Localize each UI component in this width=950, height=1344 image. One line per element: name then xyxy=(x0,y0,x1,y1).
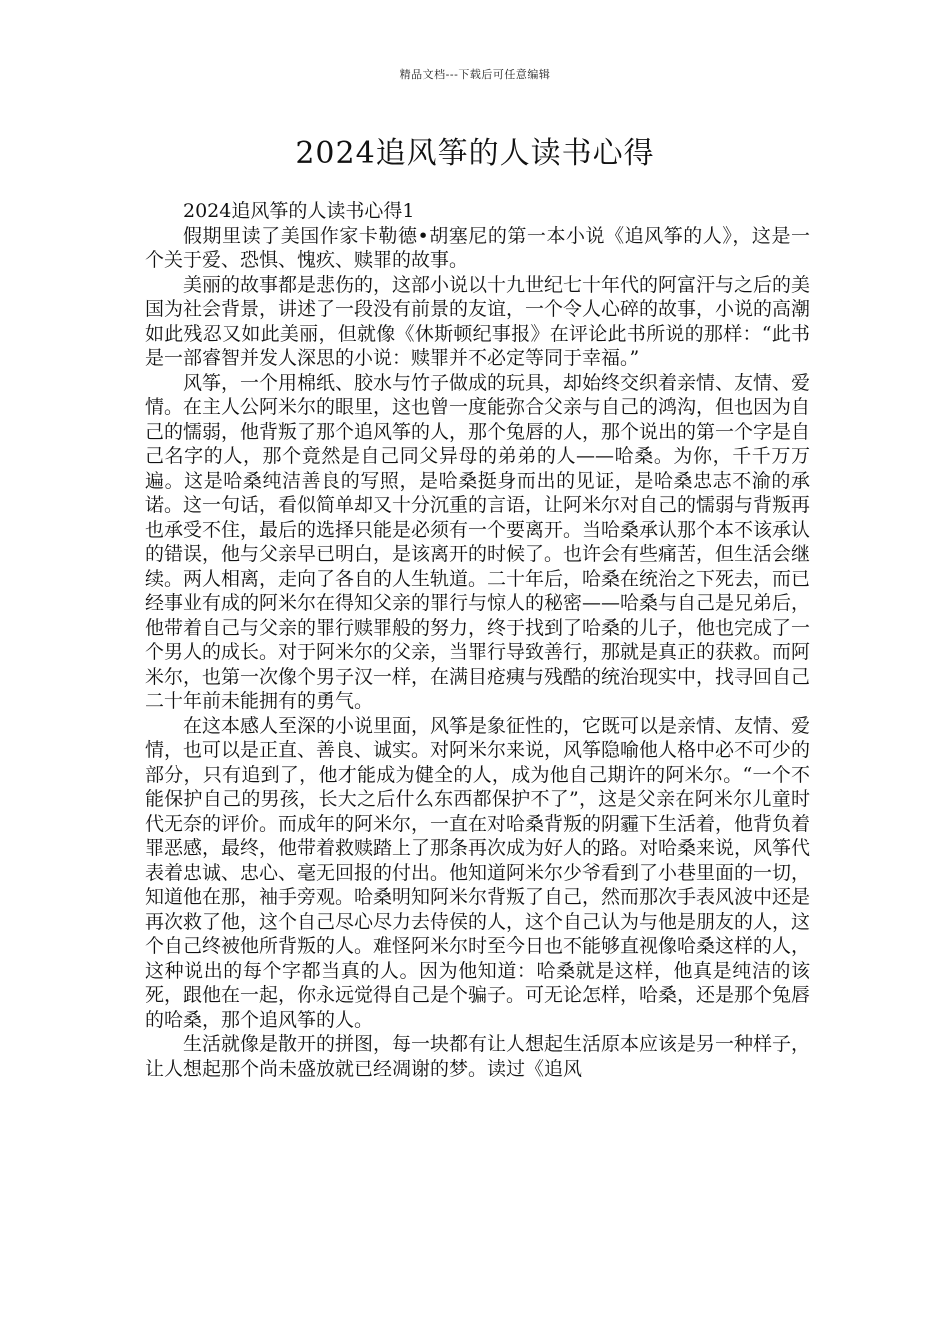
paragraph: 在这本感人至深的小说里面，风筝是象征性的，它既可以是亲情、友情、爱情，也可以是正直、善良、诚实。对阿米尔来说，风筝隐喻他人格中必不可少的部分，只有追到了，他才能成为健全的人，成为他自己期许的阿米尔。“一个不能保护自己的男孩，长大之后什么东西都保护不了”，这是父亲在阿米尔儿童时代无奈的评价。而成年的阿米尔，一直在对哈桑背叛的阴霾下生活着，他背负着罪恶感，最终，他带着救赎踏上了那条再次成为好人的路。对哈桑来说，风筝代表着忠诚、忠心、毫无回报的付出。他知道阿米尔少爷看到了小巷里面的一切，知道他在那，袖手旁观。哈桑明知阿米尔背叛了自己，然而那次手表风波中还是再次救了他，这个自己尽心尽力去侍侯的人，这个自己认为与他是朋友的人，这个自己终被他所背叛的人。难怪阿米尔时至今日也不能够直视像哈桑这样的人，这种说出的每个字都当真的人。因为他知道：哈桑就是这样，他真是纯洁的该死，跟他在一起，你永远觉得自己是个骗子。可无论怎样，哈桑，还是那个兔唇的哈桑，那个追风筝的人。 xyxy=(145,714,811,1031)
document-title: 2024追风筝的人读书心得 xyxy=(295,136,655,171)
paragraph-intro: 假期里读了美国作家卡勒德•胡塞尼的第一本小说《追风筝的人》，这是一个关于爱、恐惧、愧疚、赎罪的故事。 xyxy=(145,224,810,271)
paragraph: 风筝，一个用棉纸、胶水与竹子做成的玩具，却始终交织着亲情、友情、爱情。在主人公阿米尔的眼里，这也曾一度能弥合父亲与自己的鸿沟，但也因为自己的懦弱，他背叛了那个追风筝的人，那个兔唇的人，那个说出的第一个字是自己名字的人，那个竟然是自己同父异母的弟弟的人——哈桑。为你，千千万万遍。这是哈桑纯洁善良的写照，是哈桑挺身而出的见证，是哈桑忠志不渝的承诺。这一句话，看似简单却又十分沉重的言语，让阿米尔对自己的懦弱与背叛再也承受不住，最后的选择只能是必须有一个要离开。当哈桑承认那个本不该承认的错误，他与父亲早已明白，是该离开的时候了。也许会有些痛苦，但生活会继续。两人相离，走向了各自的人生轨道。二十年后，哈桑在统治之下死去，而已经事业有成的阿米尔在得知父亲的罪行与惊人的秘密——哈桑与自己是兄弟后，他带着自己与父亲的罪行赎罪般的努力，终于找到了哈桑的儿子，他也完成了一个男人的成长。对于阿米尔的父亲，当罪行导致善行，那就是真正的获救。而阿米尔，也第一次像个男子汉一样，在满目疮痍与残酷的统治现实中，找寻回自己二十年前未能拥有的勇气。 xyxy=(145,371,811,712)
document-body xyxy=(145,199,810,1081)
header-note: 精品文档---下载后可任意编辑 xyxy=(399,68,551,81)
paragraph-subtitle: 2024追风筝的人读书心得1 xyxy=(183,200,415,222)
paragraph: 美丽的故事都是悲伤的，这部小说以十九世纪七十年代的阿富汗与之后的美国为社会背景，讲述了一段没有前景的友谊，一个令人心碎的故事，小说的高潮如此残忍又如此美丽，但就像《休斯顿纪事报》在评论此书所说的那样：“此书是一部睿智并发人深思的小说：赎罪并不必定等同于幸福。” xyxy=(145,273,811,369)
paragraph: 生活就像是散开的拼图，每一块都有让人想起生活原本应该是另一种样子，让人想起那个尚未盛放就已经凋谢的梦。读过《追风 xyxy=(145,1033,811,1080)
